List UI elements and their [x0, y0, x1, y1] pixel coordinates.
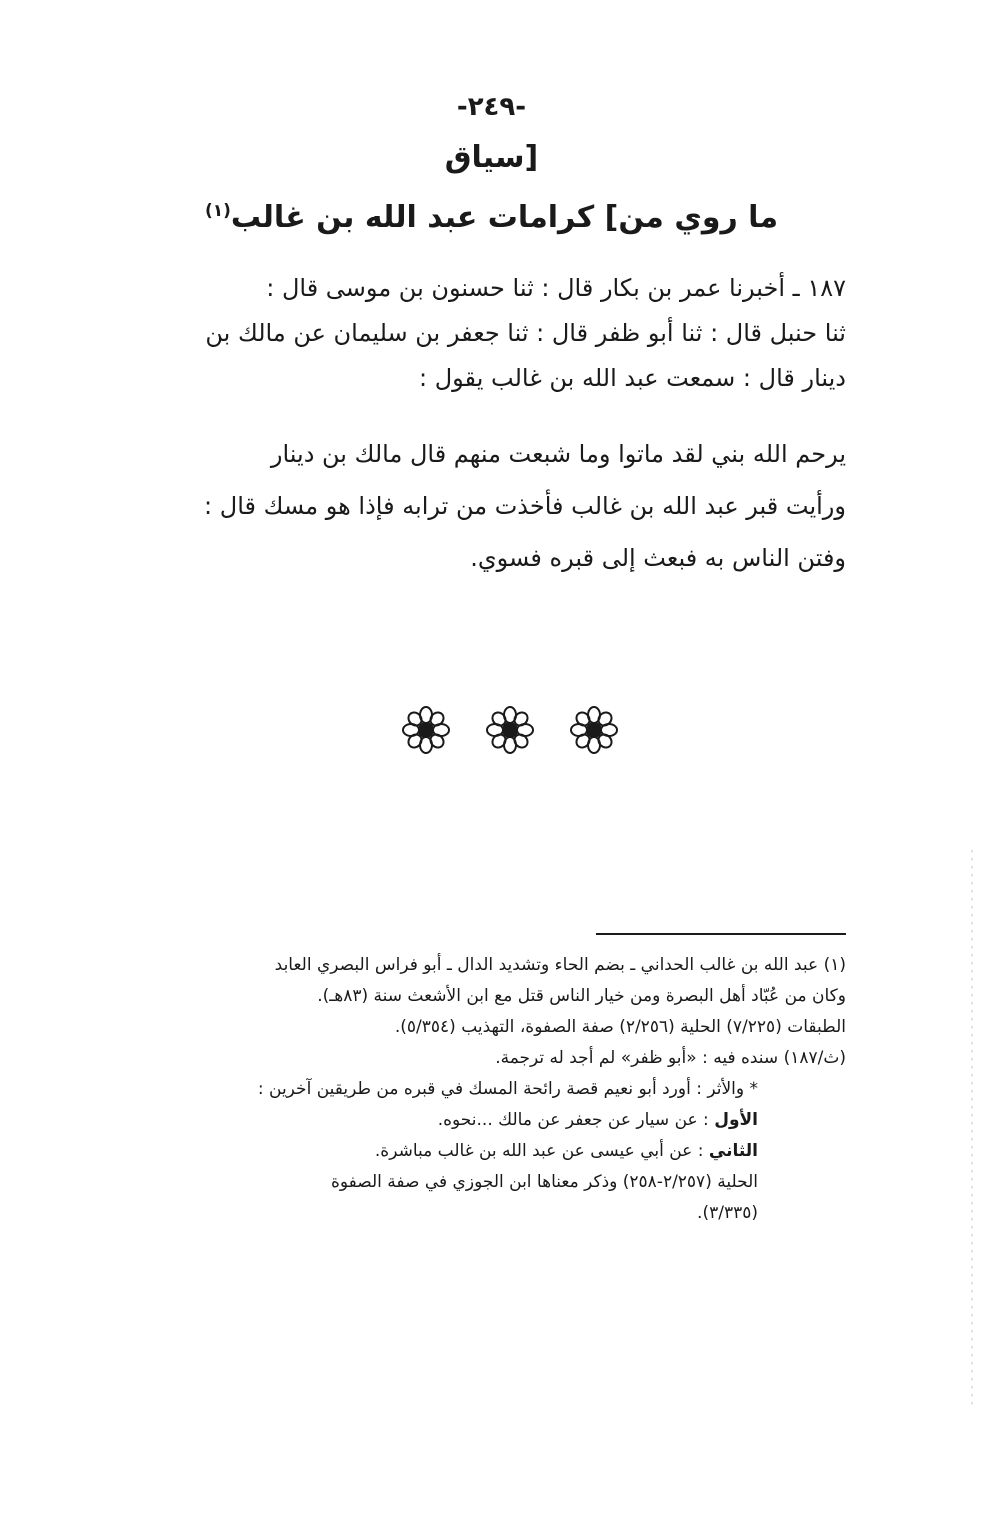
- hadith-line: ١٨٧ ـ أخبرنا عمر بن بكار قال : ثنا حسنون بن موسى قال :: [266, 274, 846, 302]
- quoted-line: يرحم الله بني لقد ماتوا وما شبعت منهم قال مالك بن دينار: [270, 440, 846, 468]
- footnote-separator: [596, 933, 846, 935]
- chapter-subtitle: [0, 200, 983, 235]
- chapter-title: [سياق: [444, 140, 539, 175]
- footnote-line: (١) عبد الله بن غالب الحداني ـ بضم الحاء وتشديد الدال ـ أبو فراس البصري العابد: [274, 955, 846, 975]
- footnotes: [180, 950, 846, 1229]
- footnote-label: الأول: [714, 1110, 758, 1130]
- hadith-line: ثنا حنبل قال : ثنا أبو ظفر قال : ثنا جعفر بن سليمان عن مالك بن: [205, 319, 846, 347]
- section-ornament: [400, 700, 620, 760]
- page-number: -٢٤٩-: [456, 92, 527, 122]
- hadith-text: [180, 266, 846, 401]
- footnote-line: (٣/٣٣٥).: [697, 1203, 758, 1223]
- flower-ornament-icon: [568, 704, 620, 756]
- footnote-line: (ث/١٨٧) سنده فيه : «أبو ظفر» لم أجد له ترجمة.: [495, 1048, 846, 1068]
- quoted-line: ورأيت قبر عبد الله بن غالب فأخذت من ترابه فإذا هو مسك قال :: [204, 492, 846, 520]
- flower-ornament-icon: [484, 704, 536, 756]
- flower-ornament-icon: [400, 704, 452, 756]
- footnote-line: الحلية (٢/٢٥٧-٢٥٨) وذكر معناها ابن الجوزي في صفة الصفوة: [330, 1172, 758, 1192]
- hadith-line: دينار قال : سمعت عبد الله بن غالب يقول :: [419, 364, 846, 392]
- footnote-line: وكان من عُبّاد أهل البصرة ومن خيار الناس قتل مع ابن الأشعث سنة (٨٣هـ).: [317, 986, 846, 1006]
- footnote-text: : عن أبي عيسى عن عبد الله بن غالب مباشرة.: [374, 1141, 709, 1161]
- footnote-line: [180, 1105, 846, 1136]
- footnote-line: * والأثر : أورد أبو نعيم قصة رائحة المسك في قبره من طريقين آخرين :: [257, 1079, 758, 1099]
- chapter-subtitle-text: ما روي من] كرامات عبد الله بن غالب: [230, 200, 779, 235]
- footnote-text: : عن سيار عن جعفر عن مالك ...نحوه.: [437, 1110, 715, 1130]
- footnote-marker: (١): [204, 201, 231, 221]
- quoted-line: وفتن الناس به فبعث إلى قبره فسوي.: [470, 544, 846, 572]
- footnote-line: الطبقات (٧/٢٢٥) الحلية (٢/٢٥٦) صفة الصفوة، التهذيب (٥/٣٥٤).: [394, 1017, 846, 1037]
- quoted-text: [180, 428, 846, 584]
- footnote-line: [180, 1136, 846, 1167]
- footnote-label: الثاني: [708, 1141, 758, 1161]
- scan-edge-marks: [971, 850, 973, 1410]
